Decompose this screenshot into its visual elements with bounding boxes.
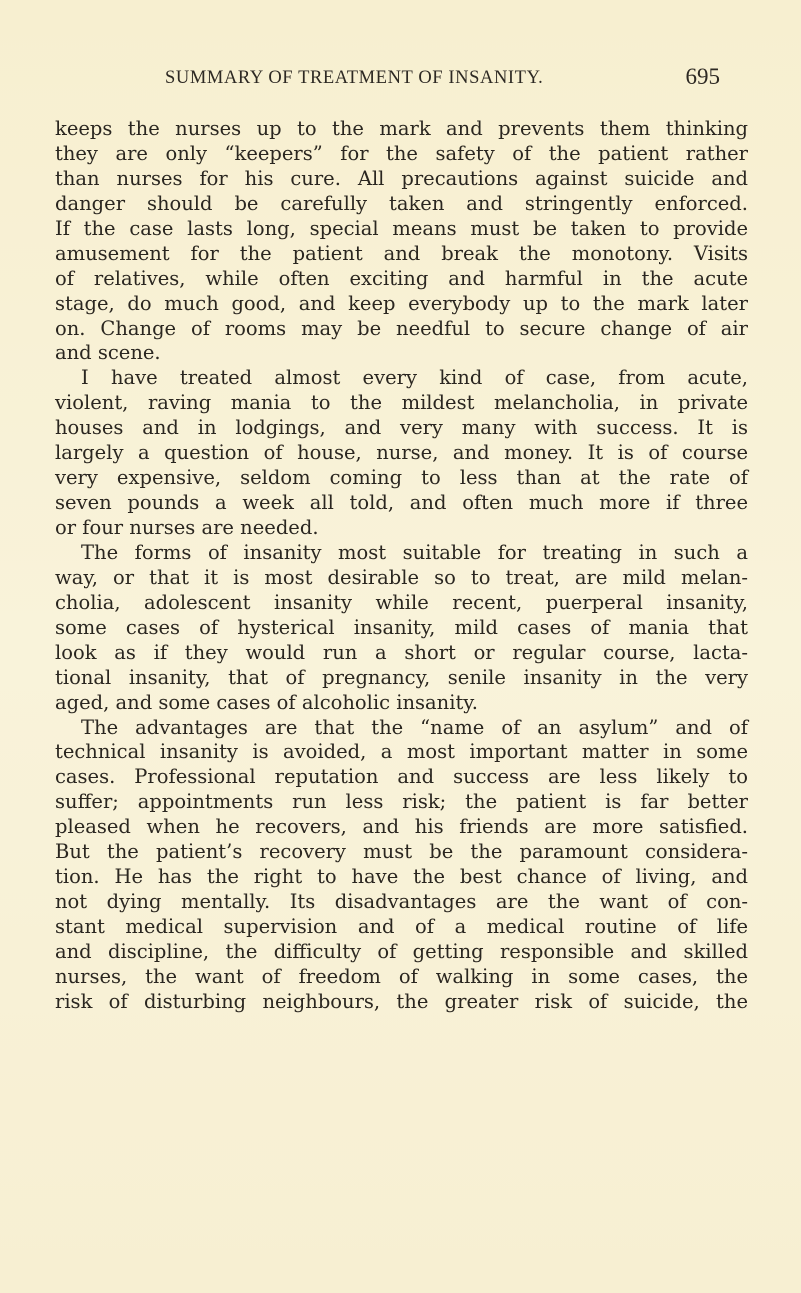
text-line: or four nurses are needed. bbox=[55, 516, 319, 539]
text-line: than nurses for his cure. All precautions against suicide and bbox=[55, 166, 748, 190]
text-line: and discipline, the difficulty of getting responsible and skilled bbox=[55, 939, 748, 963]
text-line: cholia, adolescent insanity while recent, puerperal insanity, bbox=[55, 590, 748, 614]
text-line: risk of disturbing neighbours, the greater risk of suicide, the bbox=[55, 989, 748, 1013]
text-line: suffer; appointments run less risk; the patient is far better bbox=[55, 790, 748, 814]
text-line: violent, raving mania to the mildest melancholia, in private bbox=[55, 391, 748, 415]
text-line: technical insanity is avoided, a most important matter in some bbox=[55, 740, 748, 764]
text-line: The forms of insanity most suitable for treating in such a bbox=[81, 540, 748, 564]
text-line: houses and in lodgings, and very many with success. It is bbox=[55, 416, 748, 440]
text-line: they are only “keepers” for the safety of the patient rather bbox=[55, 141, 748, 165]
body-text bbox=[55, 117, 748, 1015]
text-line: look as if they would run a short or regular course, lacta- bbox=[55, 640, 748, 664]
text-line: But the patient’s recovery must be the paramount considera- bbox=[55, 840, 748, 864]
text-line: largely a question of house, nurse, and money. It is of course bbox=[55, 441, 748, 465]
text-line: seven pounds a week all told, and often much more if three bbox=[55, 491, 748, 515]
text-line: of relatives, while often exciting and harmful in the acute bbox=[55, 266, 748, 290]
text-line: I have treated almost every kind of case, from acute, bbox=[81, 366, 748, 390]
text-line: on. Change of rooms may be needful to secure change of air bbox=[55, 316, 748, 340]
text-line: way, or that it is most desirable so to treat, are mild melan- bbox=[55, 565, 748, 589]
text-line: If the case lasts long, special means must be taken to provide bbox=[55, 216, 748, 240]
text-line: and scene. bbox=[55, 341, 161, 365]
text-line: keeps the nurses up to the mark and prevents them thinking bbox=[55, 117, 748, 140]
text-line: very expensive, seldom coming to less than at the rate of bbox=[55, 466, 748, 490]
text-line: The advantages are that the “name of an asylum” and of bbox=[81, 715, 748, 739]
text-line: tion. He has the right to have the best chance of living, and bbox=[55, 865, 748, 889]
text-line: aged, and some cases of alcoholic insanity. bbox=[55, 690, 478, 714]
running-title: SUMMARY OF TREATMENT OF INSANITY. bbox=[165, 68, 544, 88]
text-line: tional insanity, that of pregnancy, senile insanity in the very bbox=[55, 665, 748, 689]
text-line: pleased when he recovers, and his friends are more satisfied. bbox=[55, 815, 748, 839]
running-header bbox=[165, 64, 720, 96]
text-line: not dying mentally. Its disadvantages are the want of con- bbox=[55, 890, 748, 914]
text-line: danger should be carefully taken and stringently enforced. bbox=[55, 191, 748, 215]
text-line: some cases of hysterical insanity, mild cases of mania that bbox=[55, 615, 748, 639]
text-line: amusement for the patient and break the monotony. Visits bbox=[55, 241, 748, 265]
text-line: cases. Professional reputation and success are less likely to bbox=[55, 765, 748, 789]
text-line: stant medical supervision and of a medical routine of life bbox=[55, 915, 748, 938]
page-number: 695 bbox=[685, 64, 720, 89]
text-line: stage, do much good, and keep everybody up to the mark later bbox=[55, 291, 748, 315]
text-line: nurses, the want of freedom of walking in some cases, the bbox=[55, 964, 748, 988]
